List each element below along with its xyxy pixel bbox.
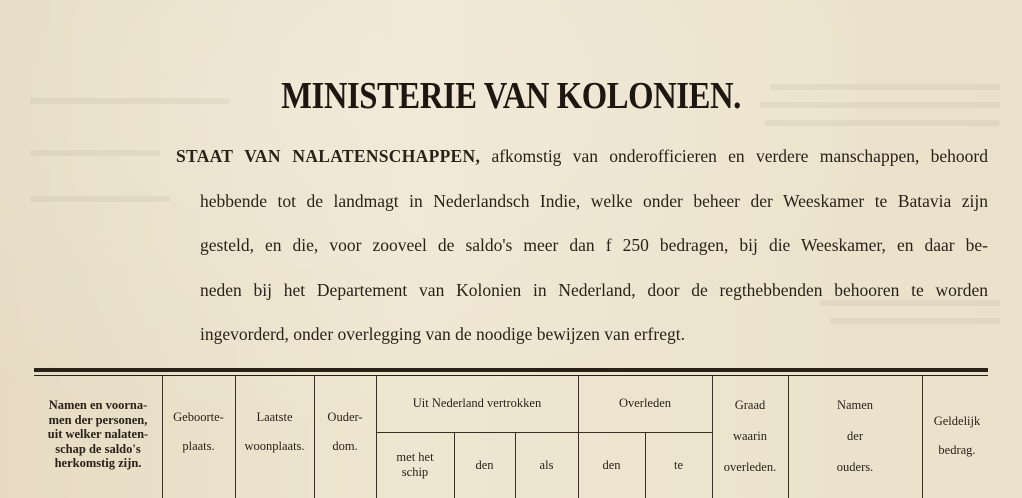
- paragraph-line-text: afkomstig van onderofficieren en verdere manschappen, behoord: [480, 146, 988, 166]
- bleed-through-line: [30, 196, 170, 202]
- paragraph-line: neden bij het Departement van Kolonien in Nederland, door de regthebbenden behooren te worden: [200, 279, 988, 300]
- column-subheader-departed-as: als: [539, 458, 554, 472]
- subheader-rule: [579, 432, 712, 433]
- column-subheader-departed-date: den: [475, 458, 494, 472]
- column-subheader-died-date: den: [602, 458, 621, 472]
- table-top-rule-thin: [34, 375, 988, 376]
- column-header-amount: Geldelijk bedrag.: [933, 414, 981, 457]
- column-header-parents: Namen der ouders.: [836, 398, 874, 474]
- paragraph-line: ingevorderd, onder overlegging van de noodige bewijzen van erfregt.: [200, 324, 685, 344]
- paragraph-line: hebbende tot de landmagt in Nederlandsch Indie, welke onder beheer der Weeskamer te Batavia zijn: [200, 190, 988, 211]
- table-top-rule: [34, 368, 988, 372]
- column-header-rank: Graad waarin overleden.: [723, 398, 777, 474]
- column-header-departed: Uit Nederland vertrokken: [412, 396, 542, 410]
- page-title: MINISTERIE VAN KOLONIEN.: [281, 75, 741, 117]
- column-subheader-died-place: te: [673, 458, 684, 472]
- column-header-last-residence: Laatste woonplaats.: [244, 410, 305, 453]
- column-header-names: Namen en voorna- men der personen, uit welker nalaten- schap de saldo's herkomstig zijn.: [47, 398, 149, 470]
- bleed-through-line: [764, 120, 1000, 126]
- bleed-through-line: [30, 150, 160, 156]
- column-subheader-ship: met het schip: [396, 450, 434, 479]
- column-header-died: Overleden: [618, 396, 672, 410]
- intro-paragraph: [176, 142, 988, 365]
- column-header-birthplace: Geboorte- plaats.: [173, 410, 224, 453]
- column-divider: [376, 376, 377, 498]
- column-header-age: Ouder- dom.: [327, 410, 363, 453]
- column-divider: [578, 376, 579, 498]
- paragraph-lead: STAAT VAN NALATENSCHAPPEN,: [176, 146, 481, 166]
- subheader-rule: [377, 432, 578, 433]
- paragraph-line: [176, 142, 988, 187]
- paragraph-line: gesteld, en die, voor zooveel de saldo's meer dan f 250 bedragen, bij die Weeskamer, en daar be-: [200, 235, 988, 255]
